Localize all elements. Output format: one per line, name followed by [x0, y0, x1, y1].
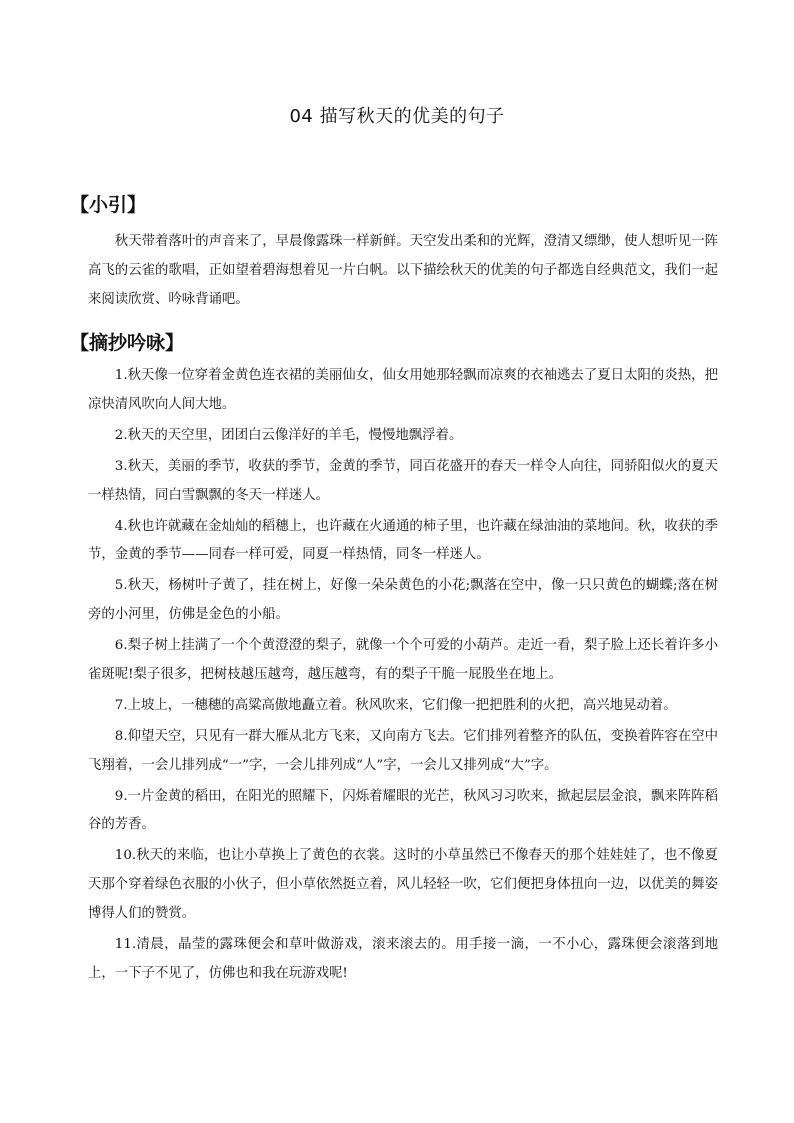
excerpt-item: 3.秋天，美丽的季节，收获的季节，金黄的季节，同百花盛开的春天一样令人向往，同骄阳似火的夏天一样热情，同白雪飘飘的冬天一样迷人。 [88, 458, 718, 503]
excerpt-item: 4.秋也许就藏在金灿灿的稻穗上，也许藏在火通通的柿子里，也许藏在绿油油的菜地间。秋，收获的季节，金黄的季节——同春一样可爱，同夏一样热情，同冬一样迷人。 [88, 518, 718, 563]
intro-heading: 【小引】 [70, 194, 147, 216]
excerpt-item: 7.上坡上，一穗穗的高粱高傲地矗立着。秋风吹来，它们像一把把胜利的火把，高兴地晃动着。 [114, 697, 677, 713]
excerpt-item: 6.梨子树上挂满了一个个黄澄澄的梨子，就像一个个可爱的小葫芦。走近一看，梨子脸上还长着许多小雀斑呢!梨子很多，把树枝越压越弯，越压越弯，有的梨子干脆一屁股坐在地上。 [88, 638, 718, 682]
excerpt-item: 2.秋天的天空里，团团白云像洋好的羊毛，慢慢地飘浮着。 [114, 427, 463, 443]
excerpt-list [88, 362, 718, 991]
intro-paragraph: 秋天带着落叶的声音来了，早晨像露珠一样新鲜。天空发出柔和的光辉，澄清又缥缈，使人想听见一阵高飞的云雀的歌唱，正如望着碧海想着见一片白帆。以下描绘秋天的优美的句子都选自经典范文，我们一起来阅读欣赏、吟咏背诵吧。 [88, 234, 718, 307]
excerpt-heading: 【摘抄吟咏】 [70, 332, 185, 354]
excerpt-item: 5.秋天，杨树叶子黄了，挂在树上，好像一朵朵黄色的小花;飘落在空中，像一只只黄色的蝴蝶;落在树旁的小河里，仿佛是金色的小船。 [88, 578, 718, 623]
excerpt-item: 8.仰望天空，只见有一群大雁从北方飞来，又向南方飞去。它们排列着整齐的队伍，变换着阵容在空中飞翔着，一会儿排列成“一”字，一会儿排列成“人”字，一会儿又排列成“大”字。 [88, 728, 718, 773]
excerpt-item: 1.秋天像一位穿着金黄色连衣裙的美丽仙女，仙女用她那轻飘而凉爽的衣袖逃去了夏日太阳的炎热，把凉快清风吹向人间大地。 [88, 368, 718, 412]
excerpt-item: 10.秋天的来临，也让小草换上了黄色的衣裳。这时的小草虽然已不像春天的那个娃娃娃了，也不像夏天那个穿着绿色衣服的小伙子，但小草依然挺立着，风儿轻轻一吹，它们便把身体扭向一边，以优美的舞姿博得人们的赞赏。 [88, 848, 718, 922]
page-title: 04 描写秋天的优美的句子 [289, 106, 505, 127]
intro-section [88, 228, 718, 314]
excerpt-item: 11.清晨，晶莹的露珠便会和草叶做游戏，滚来滚去的。用手接一滴，一不小心，露珠便会滚落到地上，一下子不见了，仿佛也和我在玩游戏呢! [88, 937, 718, 981]
excerpt-item: 9.一片金黄的稻田，在阳光的照耀下，闪烁着耀眼的光芒，秋风习习吹来，掀起层层金浪，飘来阵阵稻谷的芳香。 [88, 788, 718, 833]
